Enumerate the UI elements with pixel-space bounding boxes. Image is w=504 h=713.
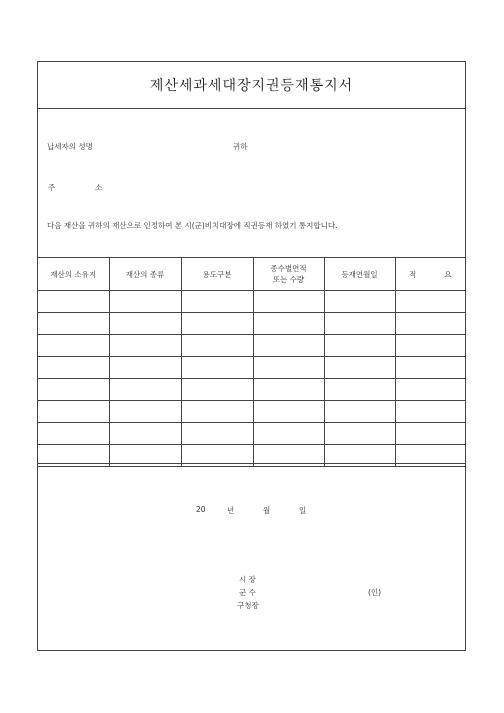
signer-governor: 군 수 (239, 588, 256, 597)
table-cell (253, 423, 324, 445)
header-owner-location: 재산의 소유지 (38, 258, 109, 291)
table-row (38, 313, 465, 335)
table-cell (109, 423, 181, 445)
table-cell (395, 291, 465, 313)
table-row (38, 291, 465, 313)
form-title: 제산세과세대장지권등재통지서 (149, 78, 354, 94)
address-label-1: 주 (48, 183, 56, 192)
date-month: 월 (263, 506, 271, 515)
header-remarks-2: 요 (444, 269, 452, 279)
table-cell (38, 291, 109, 313)
table-cell (395, 423, 465, 445)
notice-text: 다음 재산을 귀하의 재산으로 인정하여 본 시(군)비치대장에 직권등재 하였기 통지합니다. (47, 221, 338, 230)
date-year: 년 (227, 506, 235, 515)
table-cell (181, 401, 253, 423)
table-row (38, 357, 465, 379)
table-cell (38, 401, 109, 423)
table-cell (109, 379, 181, 401)
table-cell (181, 291, 253, 313)
taxpayer-suffix: 귀하 (233, 142, 248, 151)
signer-district-head: 구청장 (237, 601, 259, 610)
table-cell (109, 357, 181, 379)
table-cell (38, 313, 109, 335)
header-usage: 용도구분 (181, 258, 253, 291)
table-cell (395, 313, 465, 335)
table-cell (109, 291, 181, 313)
table-cell (181, 379, 253, 401)
table-cell (324, 335, 395, 357)
header-remarks (395, 258, 465, 291)
table-cell (395, 357, 465, 379)
table-cell (324, 379, 395, 401)
property-table (38, 257, 465, 467)
table-cell (181, 335, 253, 357)
table-cell (324, 401, 395, 423)
header-quantity: 또는 수량 (272, 275, 305, 284)
form-frame (37, 61, 466, 651)
table-cell (324, 423, 395, 445)
table-cell (324, 313, 395, 335)
taxpayer-name-label: 납세자의 성명 (47, 142, 93, 151)
table-cell (109, 313, 181, 335)
table-row (38, 335, 465, 357)
table-cell (38, 423, 109, 445)
header-registration-date: 등재연월일 (324, 258, 395, 291)
table-cell (395, 335, 465, 357)
table-cell (38, 335, 109, 357)
table-cell (181, 313, 253, 335)
title-box (38, 62, 465, 109)
table-cell (109, 335, 181, 357)
signer-mayor: 시 장 (239, 575, 256, 584)
table-cell (38, 357, 109, 379)
table-row (38, 401, 465, 423)
section-divider (38, 463, 465, 464)
header-area-quantity (253, 258, 324, 291)
table-cell (253, 335, 324, 357)
header-property-type: 재산의 종류 (109, 258, 181, 291)
header-area: 종수별면적 (270, 264, 307, 273)
table-cell (253, 357, 324, 379)
date-day: 일 (299, 506, 307, 515)
table-header-row (38, 258, 465, 291)
table-row (38, 423, 465, 445)
table-cell (38, 379, 109, 401)
address-label-2: 소 (95, 183, 103, 192)
table-cell (109, 401, 181, 423)
table-cell (253, 379, 324, 401)
table-cell (253, 313, 324, 335)
table-cell (253, 401, 324, 423)
table-cell (181, 423, 253, 445)
table-cell (253, 291, 324, 313)
seal-mark: (인) (368, 588, 382, 597)
table-cell (324, 291, 395, 313)
table-cell (395, 379, 465, 401)
table-row (38, 379, 465, 401)
date-year-prefix: 20 (196, 505, 206, 514)
table-cell (181, 357, 253, 379)
table-body (38, 291, 465, 467)
header-remarks-1: 적 (409, 269, 417, 279)
table-cell (324, 357, 395, 379)
table-cell (395, 401, 465, 423)
